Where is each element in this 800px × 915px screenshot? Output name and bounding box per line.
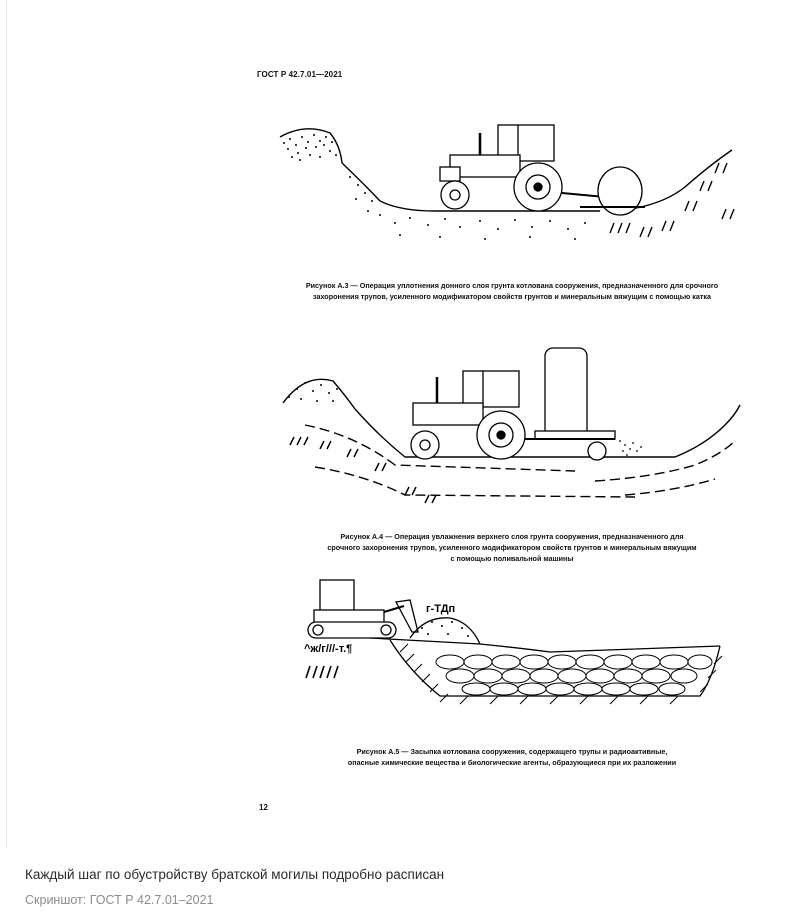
figure-a4-caption (262, 531, 762, 564)
ground-hatching (306, 666, 338, 678)
figure-a5-drawing (300, 572, 740, 722)
trailer-wheel (588, 442, 606, 460)
figure-a4-drawing (275, 345, 755, 515)
tractor-a3 (440, 125, 645, 215)
caption-line: Рисунок А.4 — Операция увлажнения верхнего слоя грунта сооружения, предназначенного для (340, 532, 684, 541)
article-image-caption: Каждый шаг по обустройству братской могилы подробно расписан (25, 867, 445, 882)
fill-pile-texture (421, 621, 469, 637)
caption-line: опасные химические вещества и биологические агенты, образующиеся при их разложении (347, 758, 677, 767)
pit-slope-right (675, 405, 740, 457)
figure-a5-caption (262, 746, 762, 768)
spoil-mound-outline (280, 129, 342, 163)
ground-surface (370, 638, 720, 652)
figure-a3-drawing (270, 115, 750, 265)
label-pile: г-ТДп (426, 603, 456, 615)
caption-line: с помощью поливальной машины (450, 554, 574, 563)
bulldozer-blade (396, 600, 418, 632)
page-number: 12 (259, 803, 268, 812)
label-ground: ^ж/г///-т.¶ (304, 643, 353, 655)
water-spray (619, 440, 642, 456)
figure-a3-caption (262, 280, 762, 302)
page-edge-line (6, 0, 7, 848)
tractor-hood (413, 403, 483, 425)
caption-line: Рисунок А.5 — Засыпка котлована сооружения, содержащего трупы и радиоактивные, (356, 747, 668, 756)
caption-line: срочного захоронения трупов, усиленного модификатором свойств грунтов и минеральным вяжущим (327, 543, 697, 552)
burial-contents (436, 655, 712, 695)
water-tank (545, 348, 587, 438)
spoil-mound-outline (283, 379, 355, 409)
article-image-credit: Скриншот: ГОСТ Р 42.7.01–2021 (25, 893, 214, 907)
bulldozer-cab (320, 580, 354, 612)
bulldozer (308, 580, 418, 638)
sprayer-truck (411, 348, 615, 460)
document-header: ГОСТ Р 42.7.01—2021 (257, 70, 343, 79)
caption-line: Рисунок А.3 — Операция уплотнения донного слоя грунта котлована сооружения, предназначенного для срочного (305, 281, 719, 290)
fill-pile-outline (410, 618, 480, 644)
spoil-mound-texture (283, 134, 337, 161)
tractor-cab (463, 371, 519, 407)
spoil-mound-texture (288, 382, 338, 402)
caption-line: захоронения трупов, усиленного модификатором свойств грунтов и минеральным вяжущим с помощью катка (313, 292, 711, 301)
